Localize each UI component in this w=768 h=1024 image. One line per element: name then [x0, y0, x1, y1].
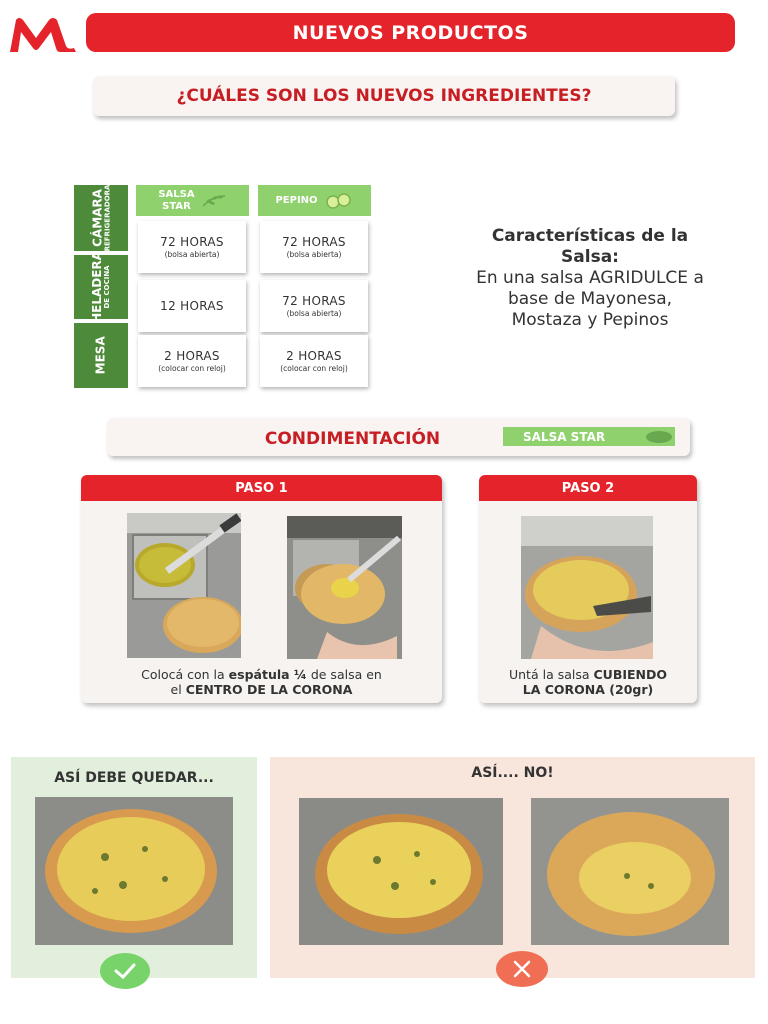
cell-value: 72 HORAS: [282, 235, 346, 249]
cell-value: 12 HORAS: [160, 299, 224, 313]
row-label-text: CÁMARA: [90, 189, 105, 247]
caption-text: Untá la salsa: [508, 667, 594, 682]
characteristics-heading: Salsa:: [561, 247, 619, 267]
step-2-card: [479, 475, 697, 703]
step-2-label: PASO 2: [479, 475, 697, 501]
caption-bold: CENTRO DE LA CORONA: [185, 682, 353, 697]
check-icon: [100, 953, 150, 989]
row-label-text: HELADERA: [90, 251, 105, 323]
row-sublabel-text: DE COCINA: [102, 265, 111, 309]
step-1-photo-a: [127, 513, 241, 658]
caption-bold: CUBIENDO: [593, 667, 668, 682]
herb-icon: [201, 192, 227, 210]
column-header-salsa-star: [136, 185, 249, 216]
incorrect-result-photo-a: [299, 798, 503, 945]
table-cell: [138, 335, 246, 387]
close-icon: [496, 951, 548, 987]
row-label-text: MESA: [93, 336, 108, 375]
column-header-pepino: [258, 185, 371, 216]
column-header-text: SALSA: [158, 188, 195, 200]
cell-note: (bolsa abierta): [286, 250, 342, 259]
characteristics-text: base de Mayonesa,: [507, 289, 673, 309]
salsa-star-tag: [503, 427, 675, 446]
table-cell: [260, 280, 368, 332]
table-cell: [138, 280, 246, 332]
row-label-heladera: [74, 251, 128, 323]
characteristics-text: Mostaza y Pepinos: [511, 310, 669, 330]
cell-note: (bolsa abierta): [164, 250, 220, 259]
cucumber-slices-icon: [324, 193, 354, 209]
cell-value: 2 HORAS: [286, 349, 342, 363]
column-header-text: PEPINO: [275, 195, 318, 206]
cell-value: 72 HORAS: [282, 294, 346, 308]
cell-value: 72 HORAS: [160, 235, 224, 249]
row-label-camara: [74, 185, 128, 251]
cell-note: (bolsa abierta): [286, 309, 342, 318]
sauce-characteristics: [430, 226, 750, 331]
step-2-caption: [485, 667, 691, 697]
caption-text: Colocá con la: [141, 667, 229, 682]
step-1-label: PASO 1: [81, 475, 442, 501]
caption-bold: espátula ¼: [228, 667, 307, 682]
condimentacion-title: CONDIMENTACIÓN: [264, 429, 441, 449]
table-cell: [138, 221, 246, 273]
table-cell: [260, 335, 368, 387]
column-header-text: STAR: [162, 200, 191, 212]
row-sublabel-text: REFRIGERADORA: [102, 184, 111, 252]
incorrect-result-title: ASÍ.... NO!: [471, 765, 554, 781]
table-cell: [260, 221, 368, 273]
row-label-mesa: [74, 323, 128, 388]
incorrect-result-panel: [270, 757, 755, 978]
cell-value: 2 HORAS: [164, 349, 220, 363]
salsa-star-tag-text: SALSA STAR: [523, 429, 606, 444]
step-1-photo-b: [287, 516, 402, 659]
correct-result-panel: [11, 757, 257, 978]
incorrect-result-photo-b: [531, 798, 729, 945]
cell-note: (colocar con reloj): [280, 364, 348, 373]
step-1-card: [81, 475, 442, 703]
cell-note: (colocar con reloj): [158, 364, 226, 373]
caption-text: de salsa en: [306, 667, 382, 682]
correct-result-title: ASÍ DEBE QUEDAR...: [54, 770, 214, 786]
ingredients-question: ¿CUÁLES SON LOS NUEVOS INGREDIENTES?: [93, 76, 675, 116]
correct-result-photo: [35, 797, 233, 945]
characteristics-text: En una salsa AGRIDULCE a: [476, 268, 704, 288]
caption-text: el: [170, 682, 186, 697]
page-title: NUEVOS PRODUCTOS: [86, 13, 735, 52]
characteristics-heading: Características de la: [491, 226, 689, 246]
sauce-dollop-icon: [645, 430, 673, 444]
caption-bold: LA CORONA (20gr): [522, 682, 654, 697]
step-1-caption: [91, 667, 432, 697]
brand-logo: [6, 14, 80, 54]
step-2-photo: [521, 516, 653, 659]
